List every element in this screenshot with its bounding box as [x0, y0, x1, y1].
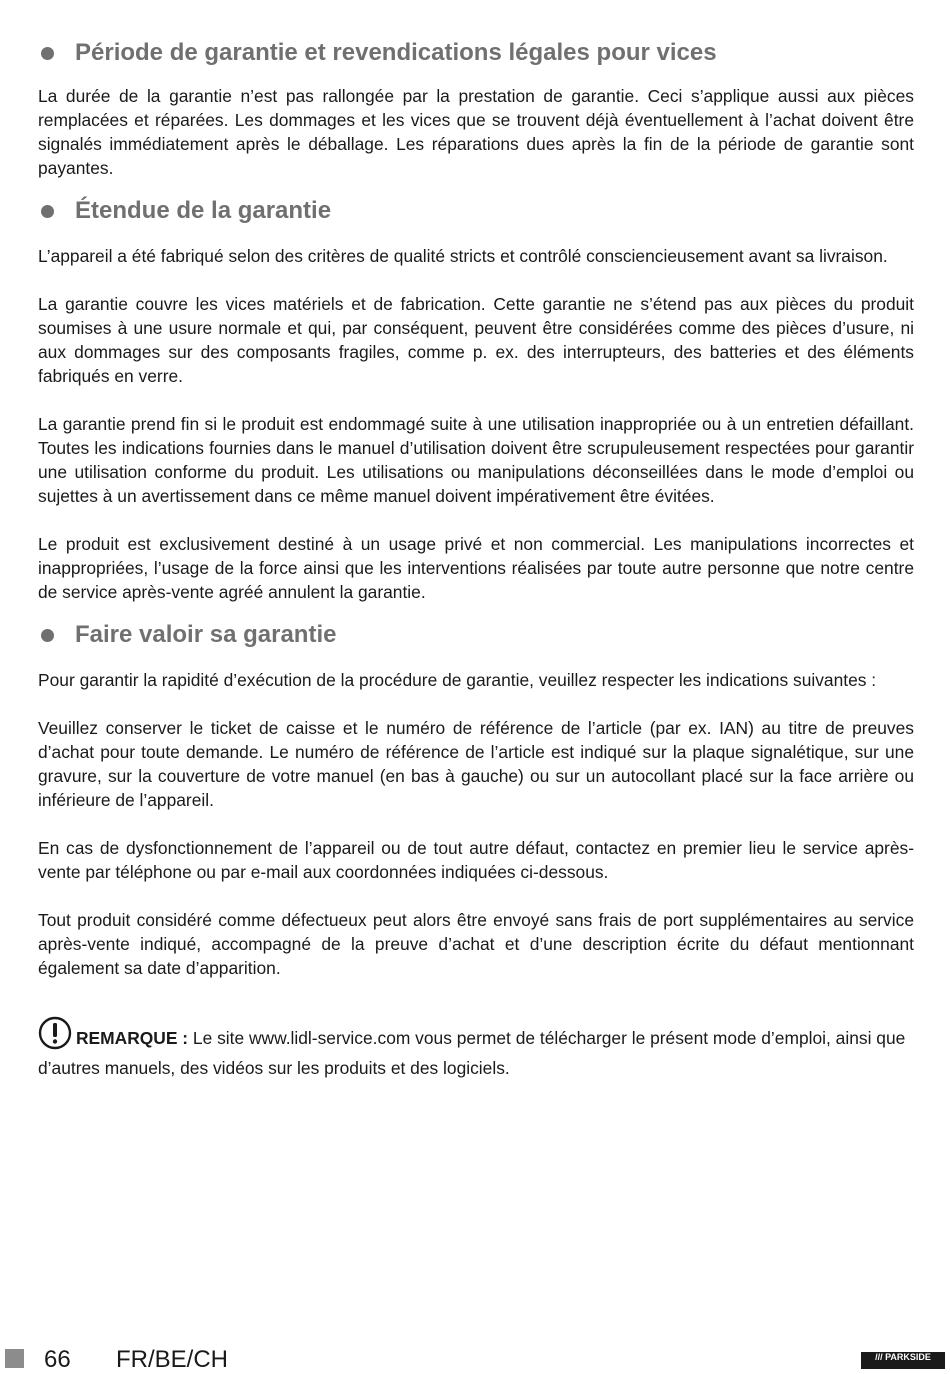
paragraph: Pour garantir la rapidité d’exécution de la procédure de garantie, veuillez respecter les indications suivantes : [38, 670, 877, 690]
note-label: REMARQUE : [76, 1028, 189, 1048]
bullet-icon [41, 629, 54, 642]
note-text: Le site www.lidl-service.com vous permet de télécharger le présent mode d’emploi, ainsi que d’autres manuels, des vidéos sur les produits et des logiciels. [38, 1028, 906, 1078]
paragraph: La garantie prend fin si le produit est endommagé suite à une utilisation inappropriée ou à un entretien défaillant. Toutes les indications fournies dans le manuel d’utilisation doivent être scrupuleusement respectées pour garantir une utilisation conforme du produit. Les utilisations ou manipulations déconseillées dans le mode d’emploi ou sujettes à un avertissement dans ce même manuel doivent impérativement être évitées. [38, 414, 914, 506]
paragraph: En cas de dysfonctionnement de l’appareil ou de tout autre défaut, contactez en premier lieu le service après-vente par téléphone ou par e-mail aux coordonnées indiquées ci-dessous. [38, 838, 914, 882]
document-page [38, 30, 914, 1080]
exclamation-circle-icon [38, 1016, 72, 1056]
section-title: Faire valoir sa garantie [75, 621, 337, 648]
section-heading-claim-warranty [38, 616, 914, 654]
bullet-icon [41, 205, 54, 218]
note [38, 1016, 914, 1080]
language-code: FR/BE/CH [116, 1346, 229, 1373]
footer-marker [5, 1349, 24, 1368]
section-heading-warranty-period [38, 34, 914, 72]
section-title: Période de garantie et revendications légales pour vices [75, 39, 717, 66]
paragraph: L’appareil a été fabriqué selon des critères de qualité stricts et contrôlé consciencieusement avant sa livraison. [38, 246, 888, 266]
page-footer [0, 1346, 950, 1374]
bullet-icon [41, 47, 54, 60]
brand-logo [861, 1352, 945, 1369]
paragraph: Tout produit considéré comme défectueux peut alors être envoyé sans frais de port supplémentaires au service après-vente indiqué, accompagné de la preuve d’achat et d’une description écrite du défaut mentionnant également sa date d’apparition. [38, 910, 914, 978]
section-title: Étendue de la garantie [75, 197, 332, 224]
paragraph: La garantie couvre les vices matériels et de fabrication. Cette garantie ne s’étend pas aux pièces du produit soumises à une usure normale et qui, par conséquent, peuvent être considérées comme des pièces d’usure, ni aux dommages sur des composants fragiles, comme p. ex. des interrupteurs, des batteries et des éléments fabriqués en verre. [38, 294, 914, 386]
paragraph: Le produit est exclusivement destiné à un usage privé et non commercial. Les manipulations incorrectes et inappropriées, l’usage de la force ainsi que les interventions réalisées par toute autre personne que notre centre de service après-vente agréé annulent la garantie. [38, 534, 914, 602]
section-heading-warranty-scope [38, 192, 914, 230]
page-number: 66 [44, 1346, 71, 1373]
paragraph: La durée de la garantie n’est pas rallongée par la prestation de garantie. Ceci s’applique aussi aux pièces remplacées et réparées. Les dommages et les vices que se trouvent déjà éventuellement à l’achat doivent être signalés immédiatement après le déballage. Les réparations dues après la fin de la période de garantie sont payantes. [38, 86, 914, 178]
paragraph: Veuillez conserver le ticket de caisse et le numéro de référence de l’article (par ex. IAN) au titre de preuves d’achat pour toute demande. Le numéro de référence de l’article est indiqué sur la plaque signalétique, sur une gravure, sur la couverture de votre manuel (en bas à gauche) ou sur un autocollant placé sur la face arrière ou inférieure de l’appareil. [38, 718, 914, 810]
brand-name: /// PARKSIDE [875, 1352, 931, 1362]
